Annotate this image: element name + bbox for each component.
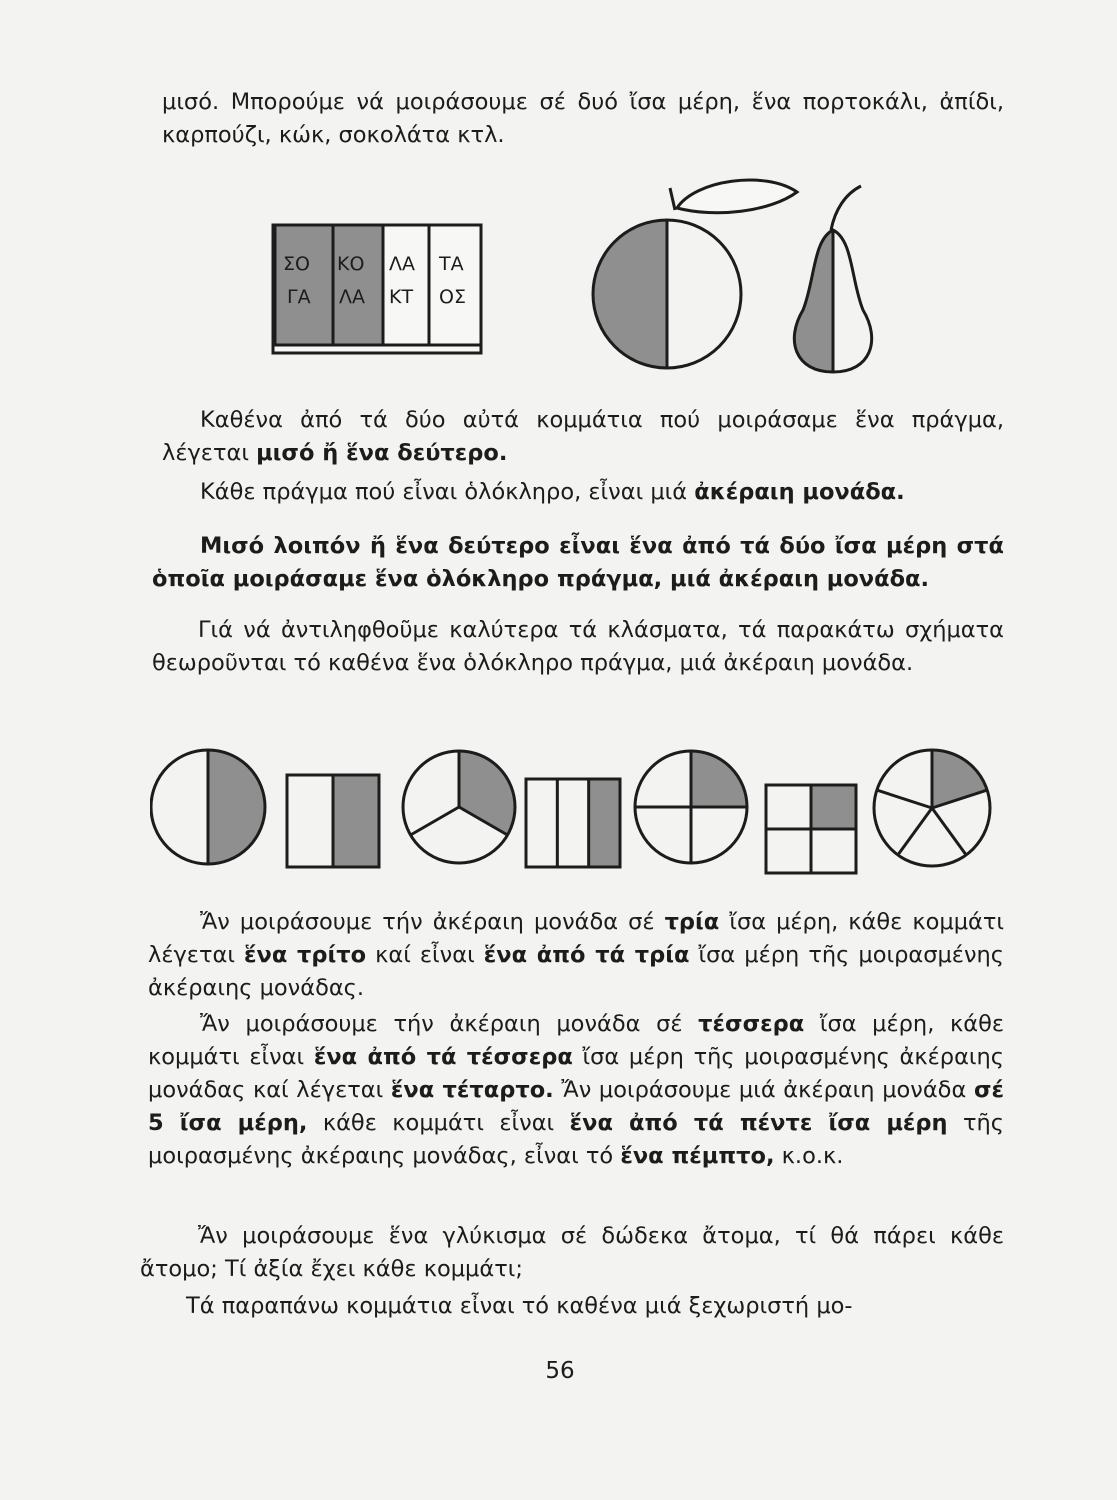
paragraph-closing: Τά παραπάνω κομμάτια εἶναι τό καθένα μιά ξεχωριστή μο-: [186, 1293, 853, 1319]
bold-term-one-third: ἕνα τρίτο: [244, 942, 367, 968]
text-span: κ.ο.κ.: [774, 1143, 844, 1169]
text-span: ἴσα μέρη τῆς μοιρασμένης ἀκέραιης μονάδας.: [148, 942, 1004, 1001]
paragraph-cake-question: Ἄν μοιράσουμε ἕνα γλύκισμα σέ δώδεκα ἄτομα, τί θά πάρει κάθε ἄτομο; Τί ἀξία ἔχει κάθε κομμάτι;: [140, 1223, 1004, 1282]
fraction-figures-row: [150, 745, 1000, 875]
bold-term-whole-unit: ἀκέραιη μονάδα.: [694, 479, 905, 505]
bold-term-five-parts: σέ 5 ἴσα μέρη,: [148, 1077, 1005, 1136]
text-span: τῆς μοιρασμένης ἀκέραιης μονάδας, εἶναι τό: [148, 1110, 1004, 1169]
text-span: ἴσα μέρη, κάθε κομμάτι λέγεται: [148, 909, 1004, 968]
bold-term-one-of-three: ἕνα ἀπό τά τρία: [483, 942, 690, 968]
bold-term-one-quarter: ἕνα τέταρτο.: [390, 1077, 554, 1103]
text-span: Καθένα ἀπό τά δύο αὐτά κομμάτια πού μοιράσαμε ἕνα πράγμα, λέγεται: [162, 407, 1004, 466]
paragraph-whole-unit: [162, 476, 1004, 509]
bold-term-half: μισό ἤ ἕνα δεύτερο.: [256, 440, 508, 466]
bold-term-four: τέσσερα: [698, 1011, 805, 1037]
text-span: Κάθε πράγμα πού εἶναι ὁλόκληρο, εἶναι μιά: [200, 479, 695, 505]
bold-term-one-of-five: ἕνα ἀπό τά πέντε ἴσα μέρη: [569, 1110, 948, 1136]
page-number: 56: [545, 1358, 575, 1384]
chocolate-label-1: ΣΟ: [283, 253, 310, 275]
text-span: κάθε κομμάτι εἶναι: [307, 1110, 570, 1136]
text-span: Ἄν μοιράσουμε μιά ἀκέραιη μονάδα: [553, 1077, 974, 1103]
paragraph-one-quarter: [148, 1008, 1004, 1173]
paragraph-shapes-intro: Γιά νά ἀντιληφθοῦμε καλύτερα τά κλάσματα, τά παρακάτω σχήματα θεωροῦνται τό καθένα ἕνα ὁλόκληρο πράγμα, μιά ἀκέραιη μονάδα.: [152, 617, 1004, 676]
fraction-figure-1-shaded-part: [208, 750, 265, 864]
fraction-figure-2-shaded-part: [333, 775, 379, 867]
fraction-figure-7-divider: [898, 808, 932, 855]
chocolate-label-5: ΛΑ: [389, 253, 415, 275]
fraction-figure-4-shaded-part: [589, 779, 620, 867]
bold-term-one-of-four: ἕνα ἀπό τά τέσσερα: [313, 1044, 573, 1070]
pear-icon: [794, 186, 871, 372]
text-span: ἴσα μέρη, κάθε κομμάτι εἶναι: [148, 1011, 1004, 1070]
bold-term-three: τρία: [664, 909, 720, 935]
chocolate-label-7: ΤΑ: [439, 253, 464, 275]
fraction-figure-6-shaded-part: [811, 785, 856, 829]
chocolate-label-6: ΚΤ: [389, 286, 414, 308]
text-span: καί εἶναι: [366, 942, 484, 968]
fruit-chocolate-illustration: [265, 170, 925, 385]
fraction-figure-3-divider: [411, 807, 459, 835]
text-span: ἴσα μέρη τῆς μοιρασμένης ἀκέραιης μονάδας καί λέγεται: [148, 1044, 1005, 1103]
text-span: Ἄν μοιράσουμε τήν ἀκέραιη μονάδα σέ: [200, 909, 665, 935]
fraction-figure-7-divider: [877, 790, 932, 808]
bold-term-one-fifth: ἕνα πέμπτο,: [620, 1143, 775, 1169]
paragraph-half-rule: Μισό λοιπόν ἤ ἕνα δεύτερο εἶναι ἕνα ἀπό τά δύο ἴσα μέρη στά ὁποῖα μοιράσαμε ἕνα ὁλόκληρο πράγμα, μιά ἀκέραιη μονάδα.: [152, 533, 1004, 592]
orange-icon: [593, 180, 797, 368]
text-span: Ἄν μοιράσουμε τήν ἀκέραιη μονάδα σέ: [200, 1011, 699, 1037]
chocolate-label-2: ΓΑ: [287, 286, 311, 308]
paragraph-intro: μισό. Μπορούμε νά μοιράσουμε σέ δυό ἴσα μέρη, ἕνα πορτοκάλι, ἀπίδι, καρπούζι, κώκ, σοκολάτα κτλ.: [162, 89, 1004, 148]
chocolate-bar-icon: [273, 225, 481, 353]
paragraph-half-definition: [162, 404, 1004, 470]
fraction-figure-7-divider: [932, 808, 966, 855]
chocolate-label-3: ΚΟ: [337, 253, 365, 275]
paragraph-one-third: [148, 906, 1004, 1005]
chocolate-label-4: ΛΑ: [339, 286, 365, 308]
chocolate-label-8: ΟΣ: [439, 286, 466, 308]
